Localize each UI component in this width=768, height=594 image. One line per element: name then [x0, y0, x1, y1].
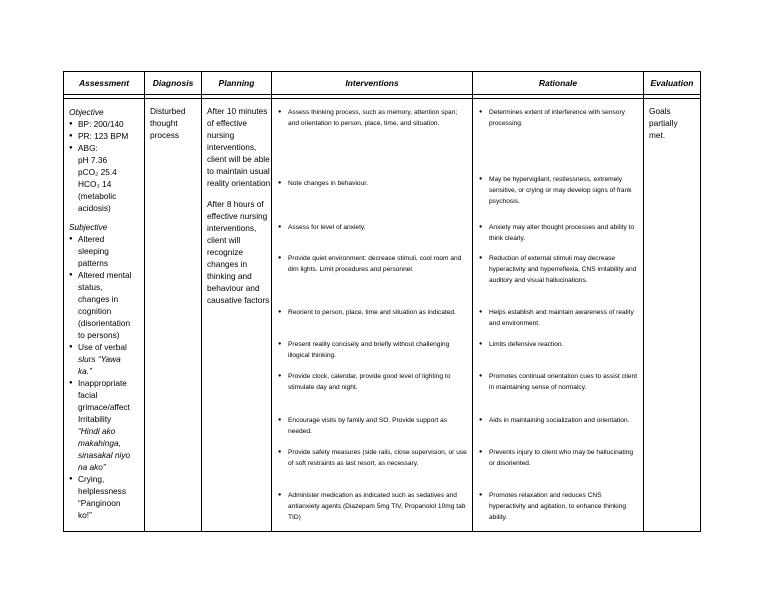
rationale-item: ● May be hypervigilant, restlessness, extremely sensitive, or crying or may develop signs of frank psychosis.: [479, 174, 639, 207]
rationale-item: ● Anxiety may alter thought processes and ability to think clearly.: [479, 222, 639, 244]
ph-value: pH 7.36: [78, 155, 108, 165]
bp-item: ● BP: 200/140: [69, 118, 144, 130]
rationale-item: ● Limits defensive reaction.: [479, 339, 639, 350]
header-planning: Planning: [202, 72, 272, 95]
intervention-item: ● Reorient to person, place, time and situation as indicated.: [278, 307, 468, 318]
header-diagnosis: Diagnosis: [145, 72, 202, 95]
content-row: [64, 99, 701, 532]
diagnosis-cell: [145, 99, 202, 532]
subjective-item: ● Crying, helplessness “Panginoon ko!”: [69, 473, 144, 521]
diagnosis-text: thought: [150, 118, 178, 128]
objective-list: [69, 118, 144, 154]
header-row: [64, 72, 701, 95]
intervention-item: ● Provide safety measures (side rails, close supervision, or use of soft restraints as last resort, as necessary.: [278, 447, 468, 469]
header-interventions: Interventions: [272, 72, 473, 95]
abg-values: [69, 154, 144, 214]
evaluation-text: met.: [649, 130, 666, 140]
abg-note: (metabolic: [78, 191, 117, 201]
rationale-item: ● Promotes relaxation and reduces CNS hyperactivity and agitation, to enhance thinking ability.: [479, 490, 639, 523]
abg-note: acidosis): [78, 203, 111, 213]
hco3-value: HCO₃ 14: [78, 179, 112, 189]
evaluation-cell: [644, 99, 701, 532]
subjective-item: ● Use of verbal slurs “Yawa ka.”: [69, 341, 144, 377]
rationale-item: ● Promotes continual orientation cues to assist client in maintaining sense of normalcy.: [479, 371, 639, 393]
intervention-item: ● Assess for level of anxiety.: [278, 222, 468, 233]
rationale-item: ● Reduction of external stimuli may decrease hyperactivity and hyperreflexia, CNS irritability and auditory and visual hallucinations.: [479, 253, 639, 286]
subjective-item: ● Altered mental status, changes in cognition (disorientation to persons): [69, 269, 144, 341]
intervention-item: ● Present reality concisely and briefly without challenging illogical thinking.: [278, 339, 468, 361]
rationale-item: ● Prevents injury to client who may be hallucinating or disoriented.: [479, 447, 639, 469]
planning-goal-2: After 8 hours of effective nursing interventions, client will recognize changes in thinking and behaviour and causative factors: [207, 199, 270, 305]
header-rationale: Rationale: [473, 72, 644, 95]
evaluation-text: partially: [649, 118, 678, 128]
subjective-item: ● Altered sleeping patterns: [69, 233, 144, 269]
intervention-item: ● Encourage visits by family and SO. Provide support as needed.: [278, 415, 468, 437]
rationale-cell: [473, 99, 644, 532]
objective-label: Objective: [69, 107, 104, 117]
diagnosis-text: Disturbed: [150, 106, 186, 116]
intervention-item: ● Administer medication as indicated such as sedatives and antianxiety agents (Diazepam 5mg TIV, Propanolol 10mg tab TID): [278, 490, 468, 523]
pco2-value: pCO₂ 25.4: [78, 167, 117, 177]
rationale-item: ● Helps establish and maintain awareness of reality and environment.: [479, 307, 639, 329]
pr-item: ● PR: 123 BPM: [69, 130, 144, 142]
intervention-item: ● Provide quiet environment: decrease stimuli, cool room and dim lights. Limit procedures and personnel.: [278, 253, 468, 275]
planning-goal-1: After 10 minutes of effective nursing interventions, client will be able to maintain usual reality orientation: [207, 106, 271, 188]
intervention-item: ● Assess thinking process, such as memory, attention span; and orientation to person, place, time, and situation.: [278, 107, 468, 129]
subjective-item: ● Inappropriate facial grimace/affect Irritability “Hindi ako makahinga, sinasakal niyo na ako”: [69, 377, 144, 473]
header-evaluation: Evaluation: [644, 72, 701, 95]
assessment-cell: [64, 99, 145, 532]
nursing-care-plan-table: [63, 71, 701, 532]
rationale-item: ● Aids in maintaining socialization and orientation.: [479, 415, 639, 426]
subjective-label: Subjective: [69, 222, 108, 232]
intervention-item: ● Provide clock, calendar, provide good level of lighting to stimulate day and night.: [278, 371, 468, 393]
intervention-item: ● Note changes in behaviour.: [278, 178, 468, 189]
planning-cell: [202, 99, 272, 532]
interventions-cell: [272, 99, 473, 532]
diagnosis-text: process: [150, 130, 180, 140]
abg-item: ● ABG:: [69, 142, 144, 154]
header-assessment: Assessment: [64, 72, 145, 95]
rationale-item: ● Determines extent of interference with sensory processing.: [479, 107, 639, 129]
evaluation-text: Goals: [649, 106, 671, 116]
subjective-list: [69, 233, 144, 521]
